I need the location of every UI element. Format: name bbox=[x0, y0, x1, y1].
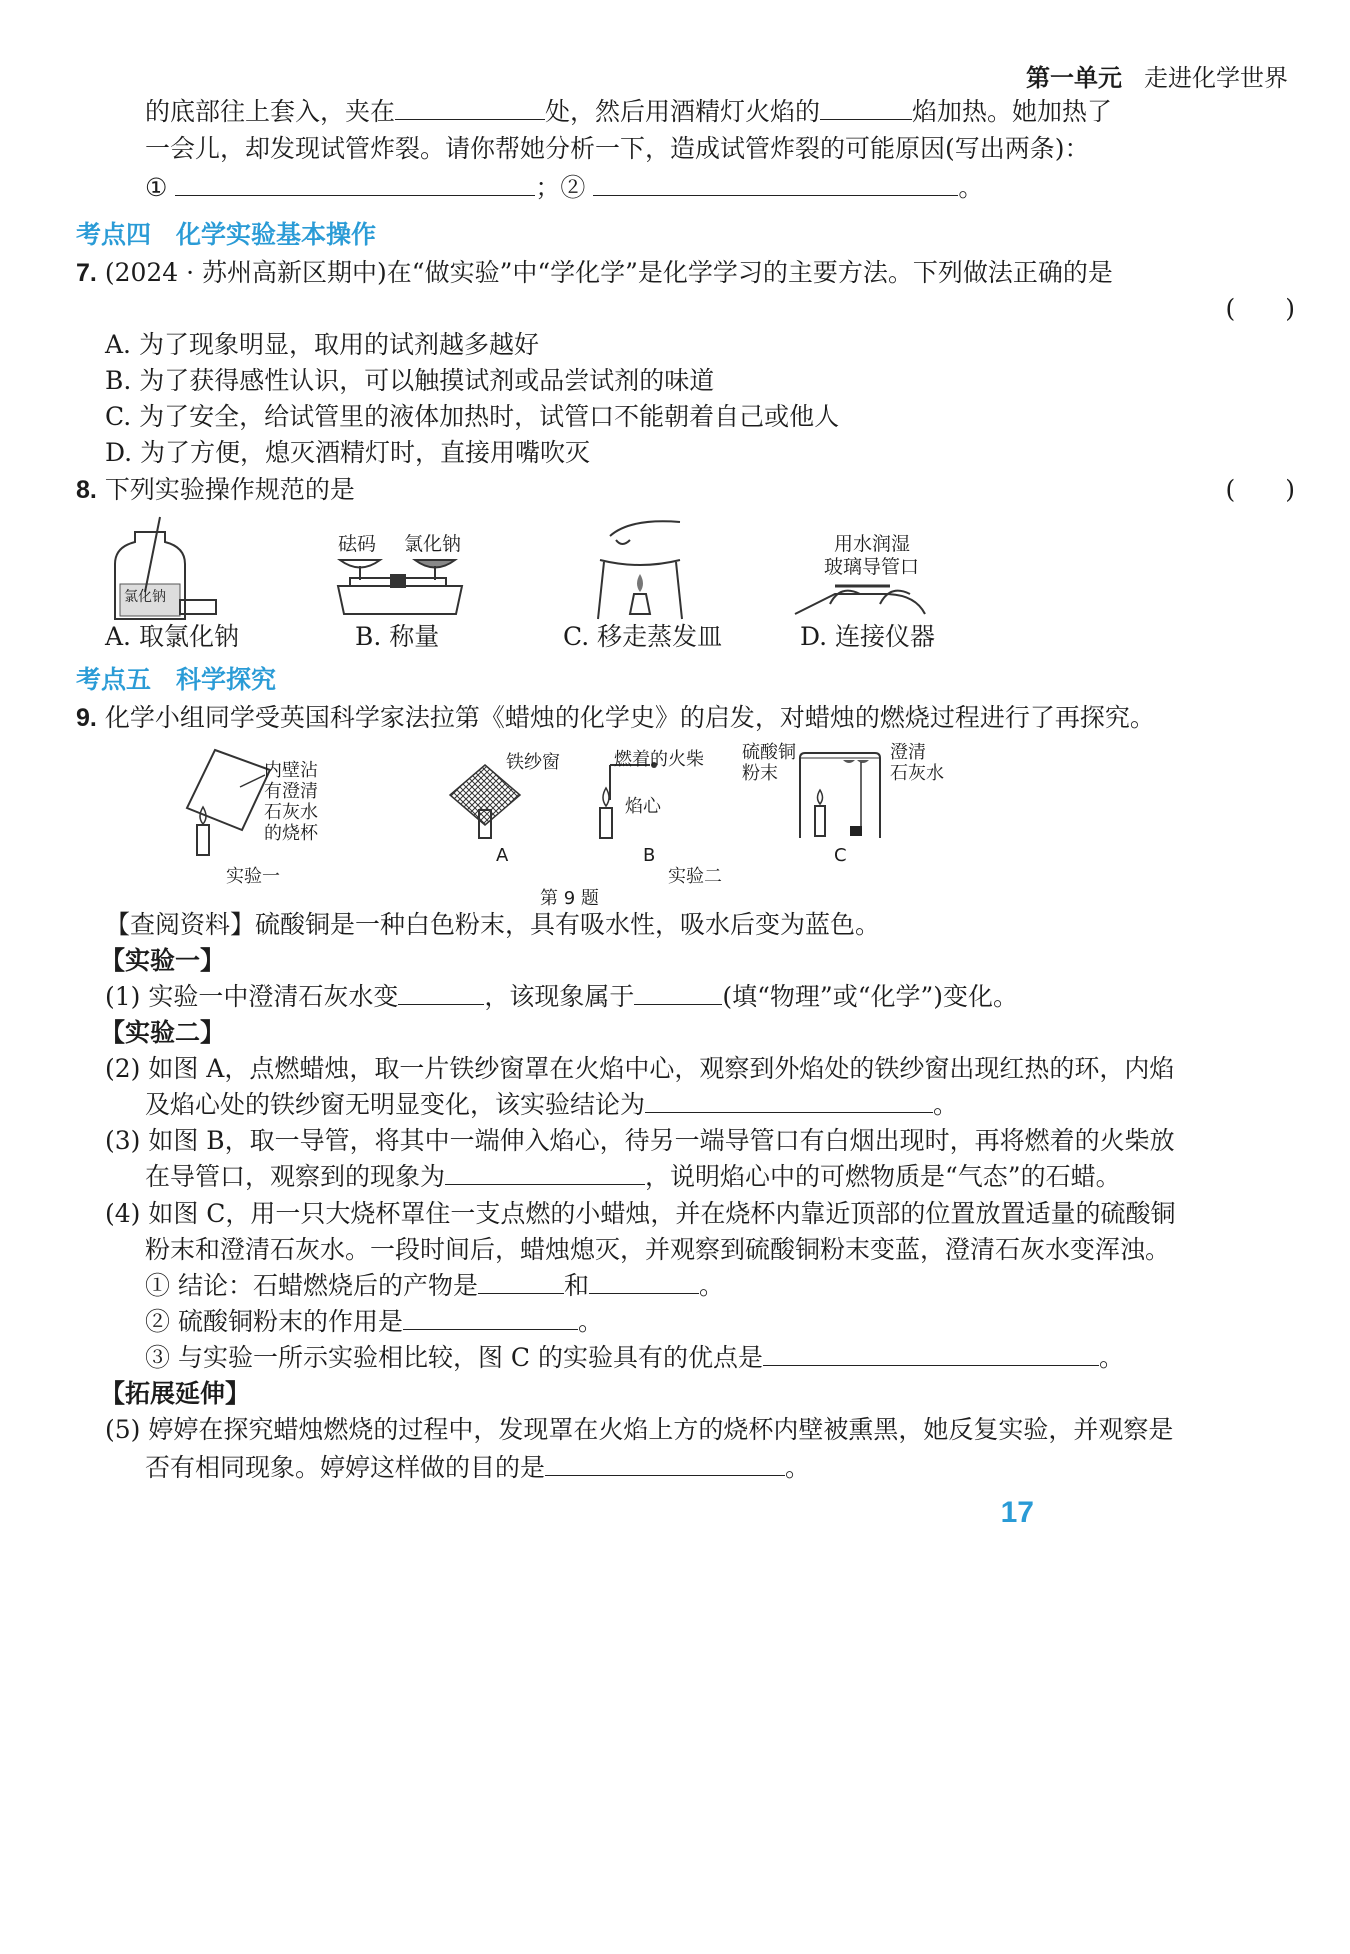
stem-text: 下列实验操作规范的是 bbox=[104, 475, 355, 504]
text: 。 bbox=[577, 1307, 603, 1336]
text: 在导管口，观察到的现象为 bbox=[145, 1162, 446, 1191]
text: ，该现象属于 bbox=[484, 982, 635, 1011]
unit-label: 第一单元 bbox=[1026, 64, 1122, 92]
option-d[interactable]: D. 为了方便，熄灭酒精灯时，直接用嘴吹灭 bbox=[105, 438, 591, 467]
nacl-label: 氯化钠 bbox=[404, 533, 462, 555]
fig-b-caption: B. 称量 bbox=[355, 622, 440, 651]
figure-evaporating-dish bbox=[590, 514, 700, 624]
sub-question-4-line-1: (4) 如图 C，用一只大烧杯罩住一支点燃的小蜡烛，并在烧杯内靠近顶部的位置放置适量的硫酸铜 bbox=[105, 1199, 1176, 1228]
figure-balance bbox=[330, 552, 470, 622]
option-b[interactable]: B. 为了获得感性认识，可以触摸试剂或品尝试剂的味道 bbox=[105, 366, 715, 395]
sub-question-5-line-2 bbox=[145, 1451, 810, 1485]
continuation-line-2: 一会儿，却发现试管炸裂。请你帮她分析一下，造成试管炸裂的可能原因(写出两条)： bbox=[145, 134, 1090, 163]
answer-blank[interactable] bbox=[395, 95, 545, 120]
exp1-caption: 实验一 bbox=[226, 866, 280, 887]
exp1-label bbox=[264, 760, 318, 844]
continuation-line-1 bbox=[145, 95, 1112, 129]
jar-label: 氯化钠 bbox=[124, 589, 166, 605]
label-b: B bbox=[643, 845, 656, 866]
weights-label: 砝码 bbox=[338, 533, 377, 555]
label-line: 有澄清 bbox=[264, 781, 318, 802]
option-a[interactable]: A. 为了现象明显，取用的试剂越多越好 bbox=[105, 330, 539, 359]
answer-blank[interactable] bbox=[634, 980, 722, 1005]
sub-question-3-line-1: (3) 如图 B，取一导管，将其中一端伸入焰心，待另一端导管口有白烟出现时，再将燃着的火柴放 bbox=[105, 1126, 1175, 1155]
answer-blank[interactable] bbox=[820, 95, 912, 120]
answer-blank[interactable] bbox=[403, 1305, 578, 1330]
option-c[interactable]: C. 为了安全，给试管里的液体加热时，试管口不能朝着自己或他人 bbox=[105, 402, 840, 431]
sub-question-1 bbox=[105, 980, 1018, 1014]
label-line: 石灰水 bbox=[890, 763, 944, 784]
tube-mouth-label: 玻璃导管口 bbox=[824, 556, 920, 578]
unit-title: 走进化学世界 bbox=[1144, 64, 1288, 92]
label-line: 石灰水 bbox=[264, 802, 318, 823]
text: 。 bbox=[933, 1090, 959, 1119]
answer-blank[interactable] bbox=[645, 1088, 933, 1113]
sub-question-2-line-2 bbox=[145, 1088, 958, 1122]
sub-question-5-line-1: (5) 婷婷在探究蜡烛燃烧的过程中，发现罩在火焰上方的烧杯内壁被熏黑，她反复实验，并观察是 bbox=[105, 1415, 1174, 1444]
text: 处，然后用酒精灯火焰的 bbox=[545, 97, 821, 126]
question-7-stem bbox=[76, 256, 1113, 290]
sub-question-4-item-3 bbox=[145, 1341, 1124, 1375]
label-line: 硫酸铜 bbox=[742, 742, 796, 763]
label-line: 的烧杯 bbox=[264, 823, 318, 844]
match-label: 燃着的火柴 bbox=[614, 749, 704, 770]
answer-blank[interactable] bbox=[445, 1160, 645, 1185]
figure-connect-apparatus bbox=[790, 574, 940, 624]
wet-label: 用水润湿 bbox=[834, 533, 911, 555]
question-number: 9. bbox=[76, 704, 97, 732]
page-number: 17 bbox=[1000, 1496, 1034, 1529]
answer-blank[interactable] bbox=[478, 1269, 564, 1294]
stem-text: (2024 · 苏州高新区期中)在“做实验”中“学化学”是化学学习的主要方法。下列做法正确的是 bbox=[104, 258, 1113, 287]
text: 的底部往上套入，夹在 bbox=[145, 97, 396, 126]
text: ① 结论：石蜡燃烧后的产物是 bbox=[145, 1271, 478, 1300]
label-line: 内壁沾 bbox=[264, 760, 318, 781]
figure-take-nacl bbox=[105, 512, 305, 627]
flame-core-label: 焰心 bbox=[625, 796, 661, 817]
fig-c-caption: C. 移走蒸发皿 bbox=[563, 622, 723, 651]
sub-question-4-item-1 bbox=[145, 1269, 724, 1303]
stem-text: 化学小组同学受英国科学家法拉第《蜡烛的化学史》的启发，对蜡烛的燃烧过程进行了再探究。 bbox=[104, 703, 1155, 732]
section-heading-4: 考点四 化学实验基本操作 bbox=[76, 220, 377, 249]
text: (1) 实验一中澄清石灰水变 bbox=[105, 982, 399, 1011]
answer-paren[interactable]: ( ) bbox=[1225, 294, 1295, 323]
text: 焰加热。她加热了 bbox=[912, 97, 1113, 126]
fig-d-caption: D. 连接仪器 bbox=[800, 622, 936, 651]
fig-a-caption: A. 取氯化钠 bbox=[105, 622, 239, 651]
question-number: 8. bbox=[76, 476, 97, 504]
text: 。 bbox=[1098, 1343, 1124, 1372]
exp2-heading: 【实验二】 bbox=[100, 1018, 226, 1047]
figure-exp1-beaker bbox=[185, 745, 275, 860]
sub-question-2-line-1: (2) 如图 A，点燃蜡烛，取一片铁纱窗罩在火焰中心，观察到外焰处的铁纱窗出现红热的环，内焰 bbox=[105, 1054, 1175, 1083]
label-c: C bbox=[834, 845, 847, 866]
answer-blank[interactable] bbox=[175, 171, 535, 196]
answer-blank[interactable] bbox=[398, 980, 484, 1005]
continuation-line-3 bbox=[145, 171, 983, 205]
section-heading-5: 考点五 科学探究 bbox=[76, 665, 277, 694]
text: ，说明焰心中的可燃物质是“气态”的石蜡。 bbox=[645, 1162, 1121, 1191]
gauze-label: 铁纱窗 bbox=[506, 752, 560, 773]
answer-paren[interactable]: ( ) bbox=[1225, 475, 1295, 504]
question-9-stem bbox=[76, 701, 1155, 735]
cuso4-label bbox=[742, 742, 796, 784]
question-number: 7. bbox=[76, 259, 97, 287]
text: 否有相同现象。婷婷这样做的目的是 bbox=[145, 1453, 546, 1482]
answer-blank[interactable] bbox=[589, 1269, 699, 1294]
text: 及焰心处的铁纱窗无明显变化，该实验结论为 bbox=[145, 1090, 646, 1119]
limewater-label bbox=[890, 742, 944, 784]
figure-c-beaker bbox=[795, 748, 885, 840]
text: 。 bbox=[698, 1271, 724, 1300]
sub-question-4-line-2: 粉末和澄清石灰水。一段时间后，蜡烛熄灭，并观察到硫酸铜粉末变蓝，澄清石灰水变浑浊。 bbox=[145, 1235, 1171, 1264]
text: ③ 与实验一所示实验相比较，图 C 的实验具有的优点是 bbox=[145, 1343, 763, 1372]
figure-title: 第 9 题 bbox=[540, 888, 599, 909]
info-line: 【查阅资料】硫酸铜是一种白色粉末，具有吸水性，吸水后变为蓝色。 bbox=[105, 910, 881, 939]
exp2-caption: 实验二 bbox=[668, 866, 722, 887]
circle-one: ① bbox=[145, 173, 168, 202]
text: 。 bbox=[958, 173, 984, 202]
text: 和 bbox=[563, 1271, 589, 1300]
label-line: 澄清 bbox=[890, 742, 926, 763]
answer-blank[interactable] bbox=[545, 1451, 785, 1476]
question-8-stem bbox=[76, 473, 355, 507]
exp1-heading: 【实验一】 bbox=[100, 946, 226, 975]
label-a: A bbox=[496, 845, 509, 866]
label-line: 粉末 bbox=[742, 763, 778, 784]
text: (填“物理”或“化学”)变化。 bbox=[722, 982, 1019, 1011]
page-header bbox=[1026, 58, 1288, 93]
answer-blank[interactable] bbox=[763, 1341, 1099, 1366]
text: ② 硫酸铜粉末的作用是 bbox=[145, 1307, 403, 1336]
text: 。 bbox=[785, 1453, 811, 1482]
sub-question-4-item-2 bbox=[145, 1305, 603, 1339]
sub-question-3-line-2 bbox=[145, 1160, 1121, 1194]
text: ；② bbox=[535, 173, 586, 202]
extension-heading: 【拓展延伸】 bbox=[100, 1379, 251, 1408]
answer-blank[interactable] bbox=[593, 171, 958, 196]
